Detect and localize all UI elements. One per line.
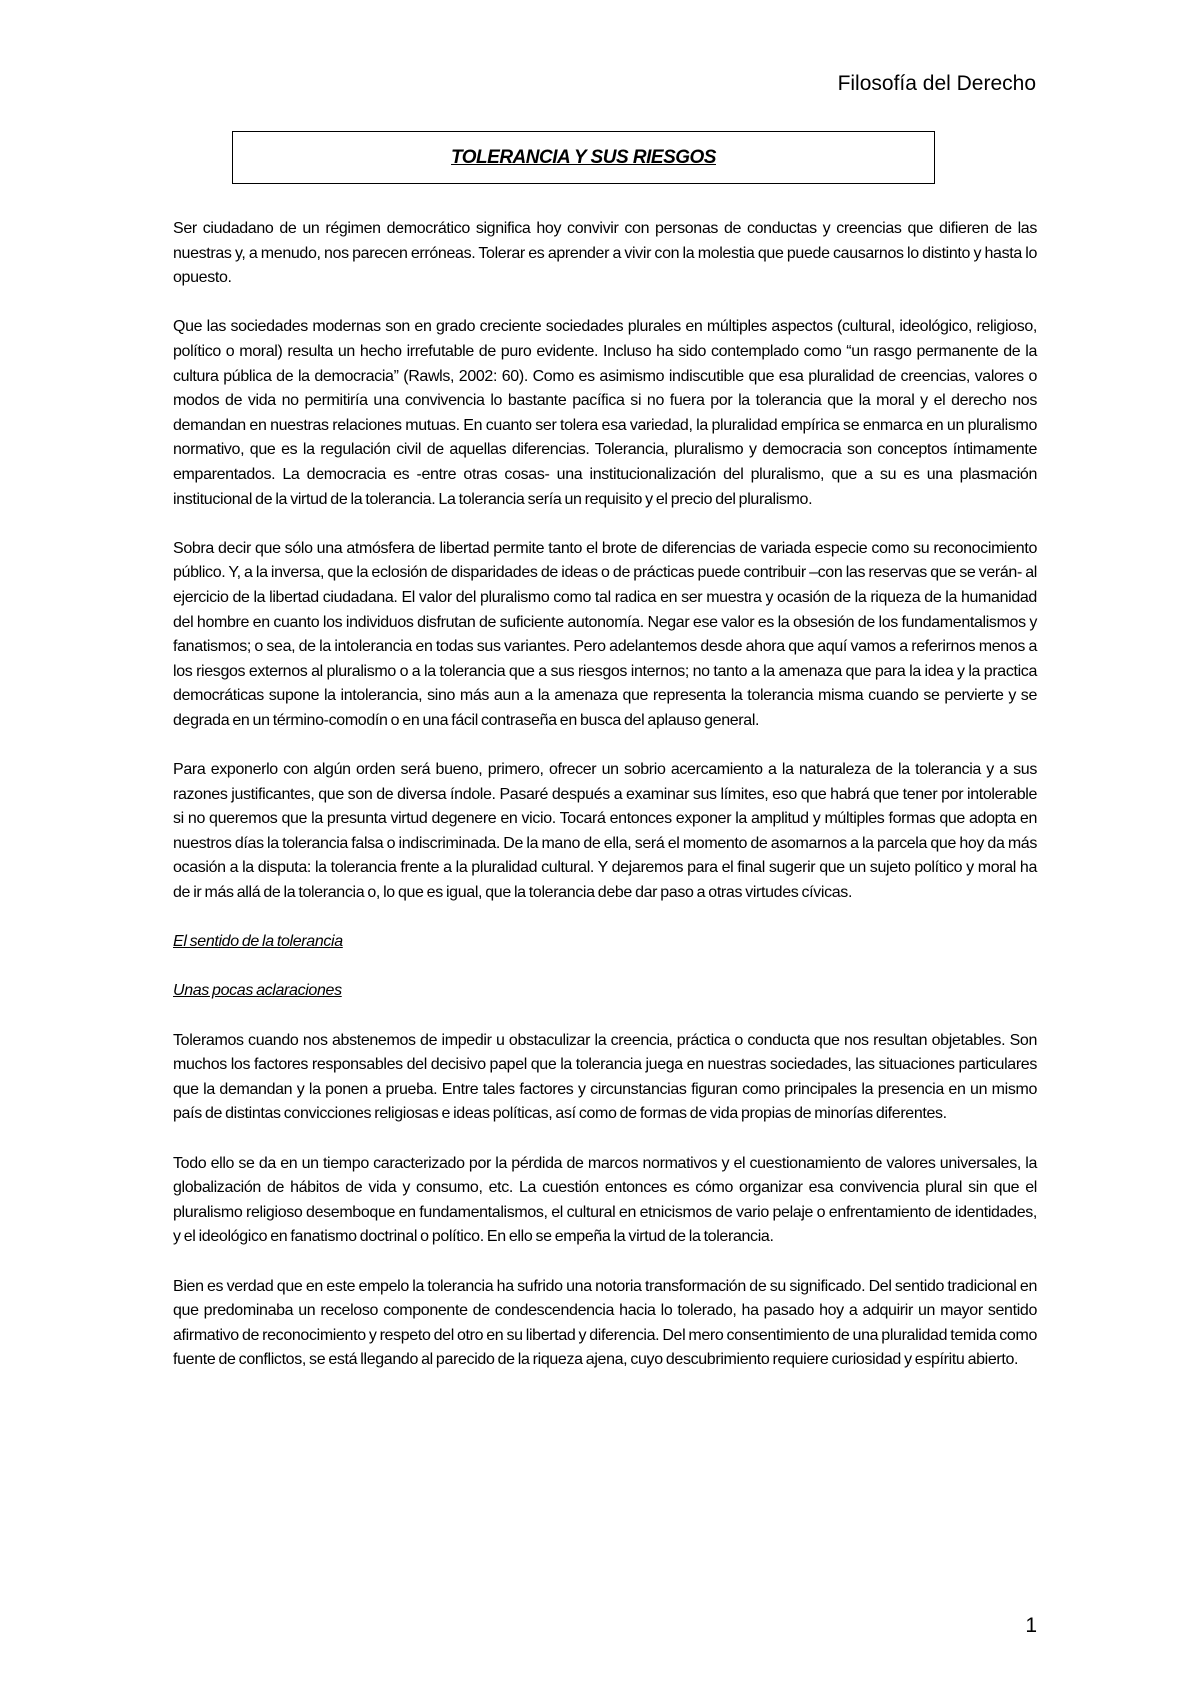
paragraph: Para exponerlo con algún orden será bueno, primero, ofrecer un sobrio acercamiento a la naturaleza de la tolerancia y a sus razones justificantes, que son de diversa índole. Pasaré después a examinar sus límites, eso que habrá que tener por intolerable si no queremos que la presunta virtud degenere en vicio. Tocará entonces exponer la amplitud y múltiples formas que adopta en nuestros días la tolerancia falsa o indiscriminada. De la mano de ella, será el momento de asomarnos a la parcela que hoy da más ocasión a la disputa: la tolerancia frente a la pluralidad cultural. Y dejaremos para el final sugerir que un sujeto político y moral ha de ir más allá de la tolerancia o, lo que es igual, que la tolerancia debe dar paso a otras virtudes cívicas. (173, 761, 1037, 902)
document-title-box (232, 131, 935, 184)
paragraph: Que las sociedades modernas son en grado creciente sociedades plurales en múltiples aspectos (cultural, ideológico, religioso, político o moral) resulta un hecho irrefutable de puro evidente. Incluso ha sido contemplado como “un rasgo permanente de la cultura pública de la democracia” (Rawls, 2002: 60). Como es asimismo indiscutible que esa pluralidad de creencias, valores o modos de vida no permitiría una convivencia lo bastante pacífica si no fuera por la tolerancia que la moral y el derecho nos demandan en nuestras relaciones mutuas. En cuanto ser tolera esa variedad, la pluralidad empírica se enmarca en un pluralismo normativo, que es la regulación civil de aquellas diferencias. Tolerancia, pluralismo y democracia son conceptos íntimamente emparentados. La democracia es -entre otras cosas- una institucionalización del pluralismo, que a su es una plasmación institucional de la virtud de la tolerancia. La tolerancia sería un requisito y el precio del pluralismo. (173, 318, 1037, 508)
paragraph: Sobra decir que sólo una atmósfera de libertad permite tanto el brote de diferencias de variada especie como su reconocimiento público. Y, a la inversa, que la eclosión de disparidades de ideas o de prácticas puede contribuir –con las reservas que se verán- al ejercicio de la libertad ciudadana. El valor del pluralismo como tal radica en ser muestra y ocasión de la riqueza de la humanidad del hombre en cuanto los individuos disfrutan de suficiente autonomía. Negar ese valor es la obsesión de los fundamentalismos y fanatismos; o sea, de la intolerancia en todas sus variantes. Pero adelantemos desde ahora que aquí vamos a referirnos menos a los riesgos externos al pluralismo o a la tolerancia que a sus riesgos internos; no tanto a la amenaza que para la idea y la practica democráticas supone la intolerancia, sino más aun a la amenaza que representa la tolerancia misma cuando se pervierte y se degrada en un término-comodín o en una fácil contraseña en busca del aplauso general. (173, 539, 1037, 729)
paragraph: Todo ello se da en un tiempo caracterizado por la pérdida de marcos normativos y el cuestionamiento de valores universales, la globalización de hábitos de vida y consumo, etc. La cuestión entonces es cómo organizar esa convivencia plural sin que el pluralismo religioso desemboque en fundamentalismos, el cultural en etnicismos de vario pelaje o enfrentamiento de identidades, y el ideológico en fanatismo doctrinal o político. En ello se empeña la virtud de la tolerancia. (173, 1154, 1037, 1246)
section-heading: El sentido de la tolerancia (173, 933, 343, 951)
document-title: TOLERANCIA Y SUS RIESGOS (451, 146, 716, 168)
paragraph: Toleramos cuando nos abstenemos de impedir u obstaculizar la creencia, práctica o conducta que nos resultan objetables. Son muchos los factores responsables del decisivo papel que la tolerancia juega en nuestras sociedades, las situaciones particulares que la demandan y la ponen a prueba. Entre tales factores y circunstancias figuran como principales la presencia en un mismo país de distintas convicciones religiosas e ideas políticas, así como de formas de vida propias de minorías diferentes. (173, 1031, 1037, 1123)
paragraph: Ser ciudadano de un régimen democrático significa hoy convivir con personas de conductas y creencias que difieren de las nuestras y, a menudo, nos parecen erróneas. Tolerar es aprender a vivir con la molestia que puede causarnos lo distinto y hasta lo opuesto. (173, 220, 1037, 287)
paragraph: Bien es verdad que en este empelo la tolerancia ha sufrido una notoria transformación de su significado. Del sentido tradicional en que predominaba un receloso componente de condescendencia hacia lo tolerado, ha pasado hoy a adquirir un mayor sentido afirmativo de reconocimiento y respeto del otro en su libertad y diferencia. Del mero consentimiento de una pluralidad temida como fuente de conflictos, se está llegando al parecido de la riqueza ajena, cuyo descubrimiento requiere curiosidad y espíritu abierto. (173, 1277, 1037, 1369)
document-body (173, 217, 1037, 1373)
page-number: 1 (1025, 1614, 1037, 1637)
subsection-heading: Unas pocas aclaraciones (173, 982, 342, 1000)
course-title: Filosofía del Derecho (837, 72, 1036, 95)
